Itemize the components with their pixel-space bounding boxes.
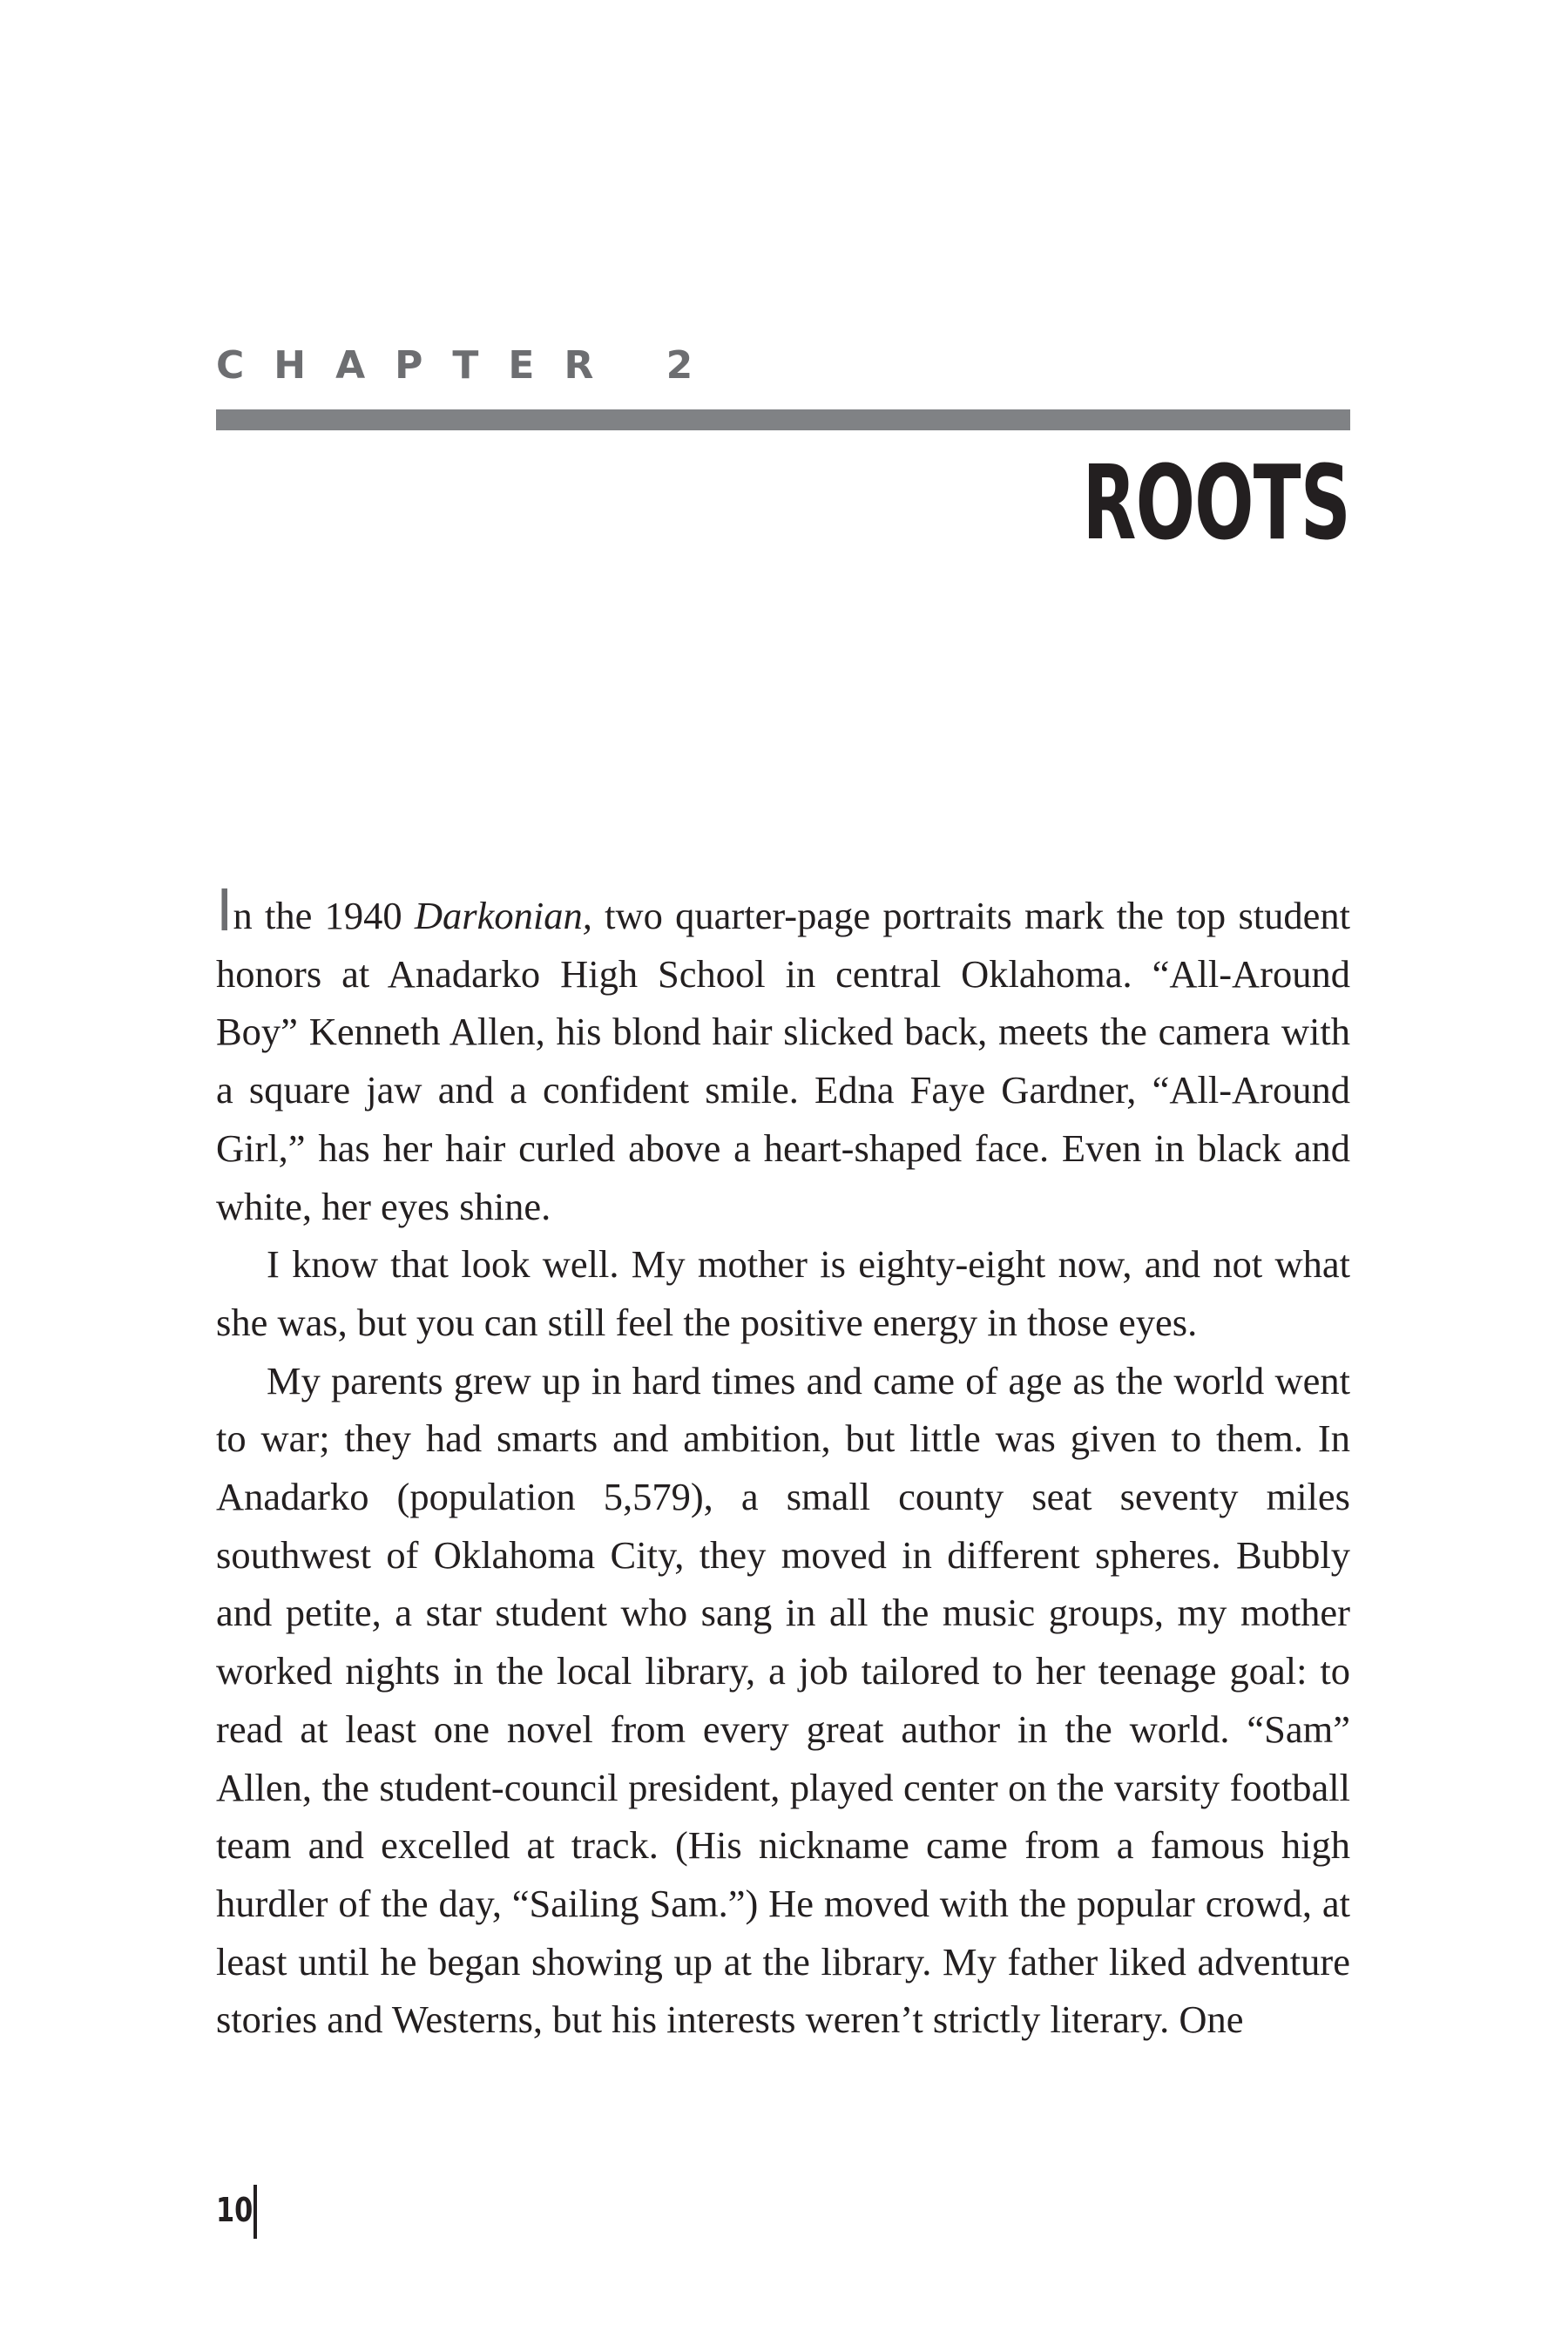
paragraph-3: My parents grew up in hard times and came of age as the world went to war; they had smarts and ambition, but little was given to them. In Anadarko (population 5,579), a small county seat seventy miles southwest of Oklahoma City, they moved in different spheres. Bubbly and petite, a star student who sang in all the music groups, my mother worked nights in the local library, a job tailored to her teenage goal: to read at least one novel from every great author in the world. “Sam” Allen, the student-council president, played center on the varsity football team and excelled at track. (His nickname came from a famous high hurdler of the day, “Sailing Sam.”) He moved with the popular crowd, at least until he began showing up at the library. My father liked adventure stories and Westerns, but his interests weren’t strictly literary. One xyxy=(216,1358,1350,2042)
yearbook-title: Darkonian, xyxy=(414,894,592,937)
paragraph-2: I know that look well. My mother is eighty-eight now, and not what she was, but you can still feel the positive energy in those eyes. xyxy=(216,1242,1350,1344)
body-text xyxy=(216,877,1350,2049)
initial-letter: I xyxy=(216,877,233,944)
paragraph-1-text-after: two quarter-page portraits mark the top student honors at Anadarko High School in central Oklahoma. “All-Around Boy” Kenneth Allen, his blond hair slicked back, meets the camera with a square jaw and a confident smile. Edna Faye Gardner, “All-Around Girl,” has her hair curled above a heart-shaped face. Even in black and white, her eyes shine. xyxy=(216,894,1350,1228)
paragraph-1-text-before: n the 1940 xyxy=(233,894,415,937)
chapter-label: CHAPTER 2 xyxy=(216,343,723,388)
page-number: 10 xyxy=(216,2191,253,2229)
folio-rule xyxy=(253,2185,257,2239)
paragraph-1 xyxy=(216,877,1350,1235)
chapter-rule xyxy=(216,409,1350,430)
chapter-title: ROOTS xyxy=(1082,443,1350,563)
